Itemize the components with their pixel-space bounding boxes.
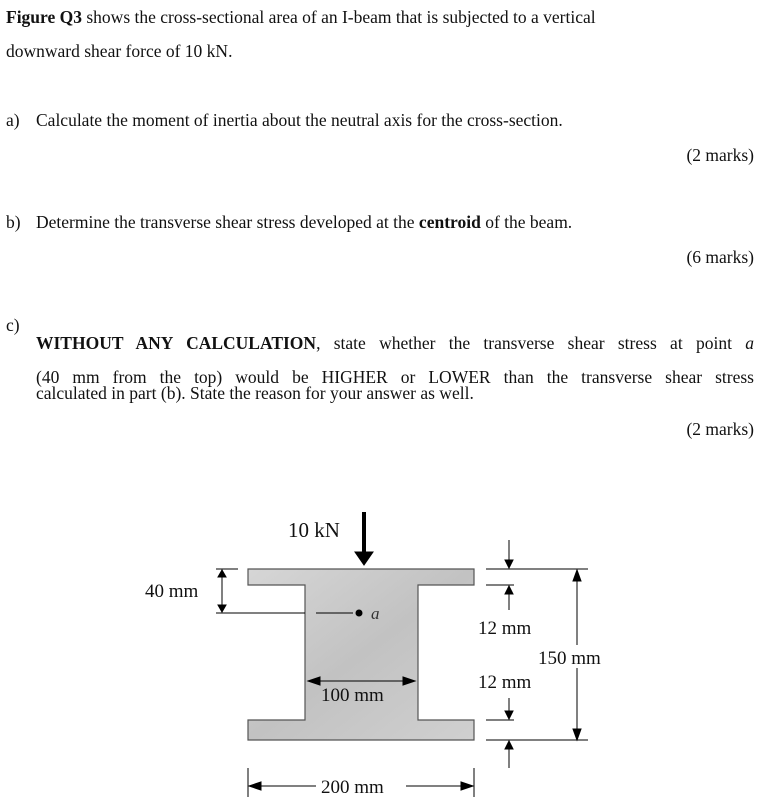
dim-12mm-bottom xyxy=(486,698,514,768)
part-b-marks: (6 marks) xyxy=(686,247,754,267)
intro-line-1: Figure Q3 shows the cross-sectional area of an I-beam that is subjected to a vertical xyxy=(6,7,596,27)
part-c-line-3: calculated in part (b). State the reason for your answer as well. xyxy=(36,383,474,403)
dim-12mm-top xyxy=(486,540,514,610)
point-a-label: a xyxy=(371,604,380,623)
figure-reference: Figure Q3 xyxy=(6,7,82,27)
dim-150mm-label: 150 mm xyxy=(538,648,601,669)
point-a-ref: a xyxy=(745,332,754,353)
point-a-dot xyxy=(356,610,363,617)
ibeam-cross-section xyxy=(248,569,474,740)
part-b-label: b) xyxy=(6,212,21,232)
shear-force-arrow xyxy=(355,512,373,565)
part-c-line-2: (40 mm from the top) would be HIGHER or LOWER than the transverse shear stress xyxy=(36,366,754,387)
part-c-line-1: WITHOUT ANY CALCULATION, state whether the transverse shear stress at point a xyxy=(36,332,754,353)
without-calculation-emphasis: WITHOUT ANY CALCULATION xyxy=(36,332,317,353)
dim-12mm-bottom-label: 12 mm xyxy=(478,672,532,693)
part-b-question: Determine the transverse shear stress developed at the centroid of the beam. xyxy=(36,212,573,232)
dim-100mm-label: 100 mm xyxy=(321,685,384,706)
part-c-marks: (2 marks) xyxy=(686,419,754,439)
centroid-emphasis: centroid xyxy=(418,212,481,232)
part-a-marks: (2 marks) xyxy=(686,145,754,165)
force-label: 10 kN xyxy=(288,518,340,542)
dim-200mm-label: 200 mm xyxy=(321,777,384,798)
part-a-label: a) xyxy=(6,110,20,130)
dim-40mm-label: 40 mm xyxy=(145,581,199,602)
dim-12mm-top-label: 12 mm xyxy=(478,618,532,639)
part-c-label: c) xyxy=(6,315,20,335)
part-a-question: Calculate the moment of inertia about the neutral axis for the cross-section. xyxy=(36,110,563,130)
intro-line-2: downward shear force of 10 kN. xyxy=(6,41,233,61)
